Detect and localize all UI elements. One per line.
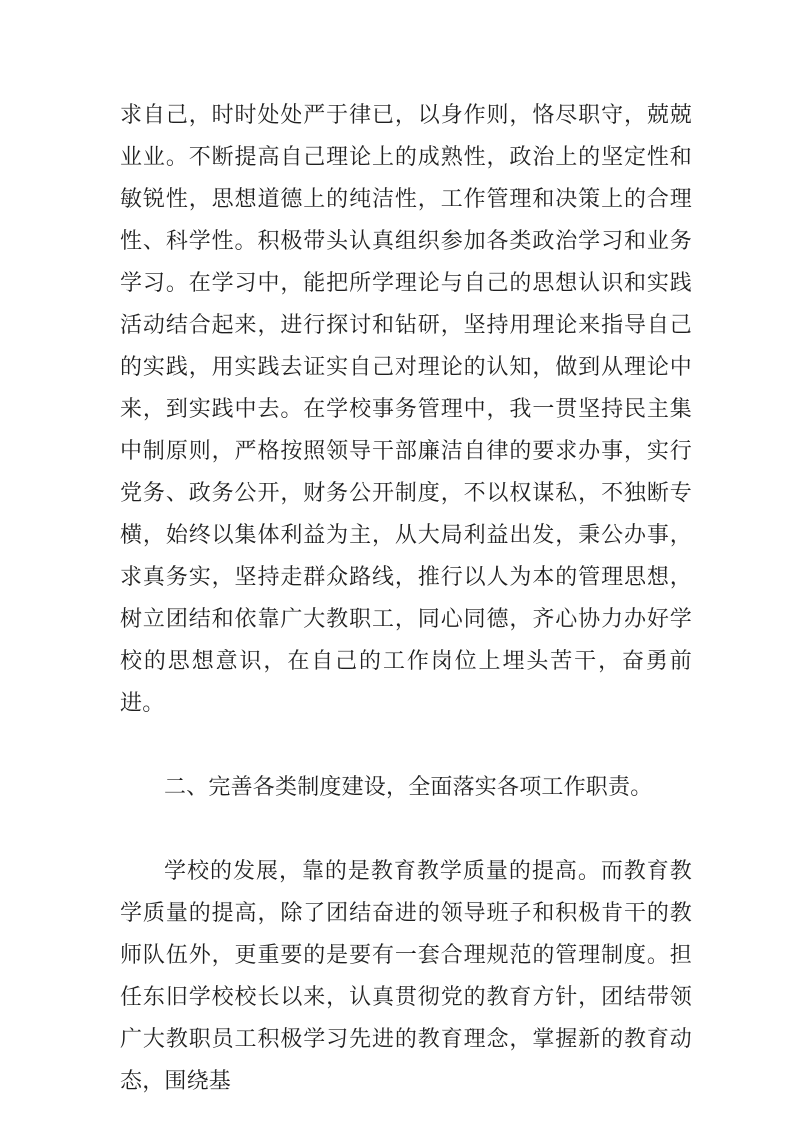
- document-text-area: [120, 94, 692, 1102]
- section-heading: 二、完善各类制度建设，全面落实各项工作职责。: [164, 774, 653, 799]
- paragraph-body: 学校的发展，靠的是教育教学质量的提高。而教育教学质量的提高，除了团结奋进的领导班子和积极肯干的教师队伍外，更重要的是要有一套合理规范的管理制度。担任东旧学校校长以来，认真贯彻党的教育方针，团结带领广大教职员工积极学习先进的教育理念，掌握新的教育动态，围绕基: [120, 858, 692, 1093]
- paragraph-continued: 求自己，时时处处严于律已，以身作则，恪尽职守，兢兢业业。不断提高自己理论上的成熟性，政治上的坚定性和敏锐性，思想道德上的纯洁性，工作管理和决策上的合理性、科学性。积极带头认真组织参加各类政治学习和业务学习。在学习中，能把所学理论与自己的思想认识和实践活动结合起来，进行探讨和钻研，坚持用理论来指导自己的实践，用实践去证实自己对理论的认知，做到从理论中来，到实践中去。在学校事务管理中，我一贯坚持民主集中制原则，严格按照领导干部廉洁自律的要求办事，实行党务、政务公开，财务公开制度，不以权谋私，不独断专横，始终以集体利益为主，从大局利益出发，秉公办事，求真务实，坚持走群众路线，推行以人为本的管理思想，树立团结和依靠广大教职工，同心同德，齐心协力办好学校的思想意识，在自己的工作岗位上埋头苦干，奋勇前进。: [120, 102, 692, 715]
